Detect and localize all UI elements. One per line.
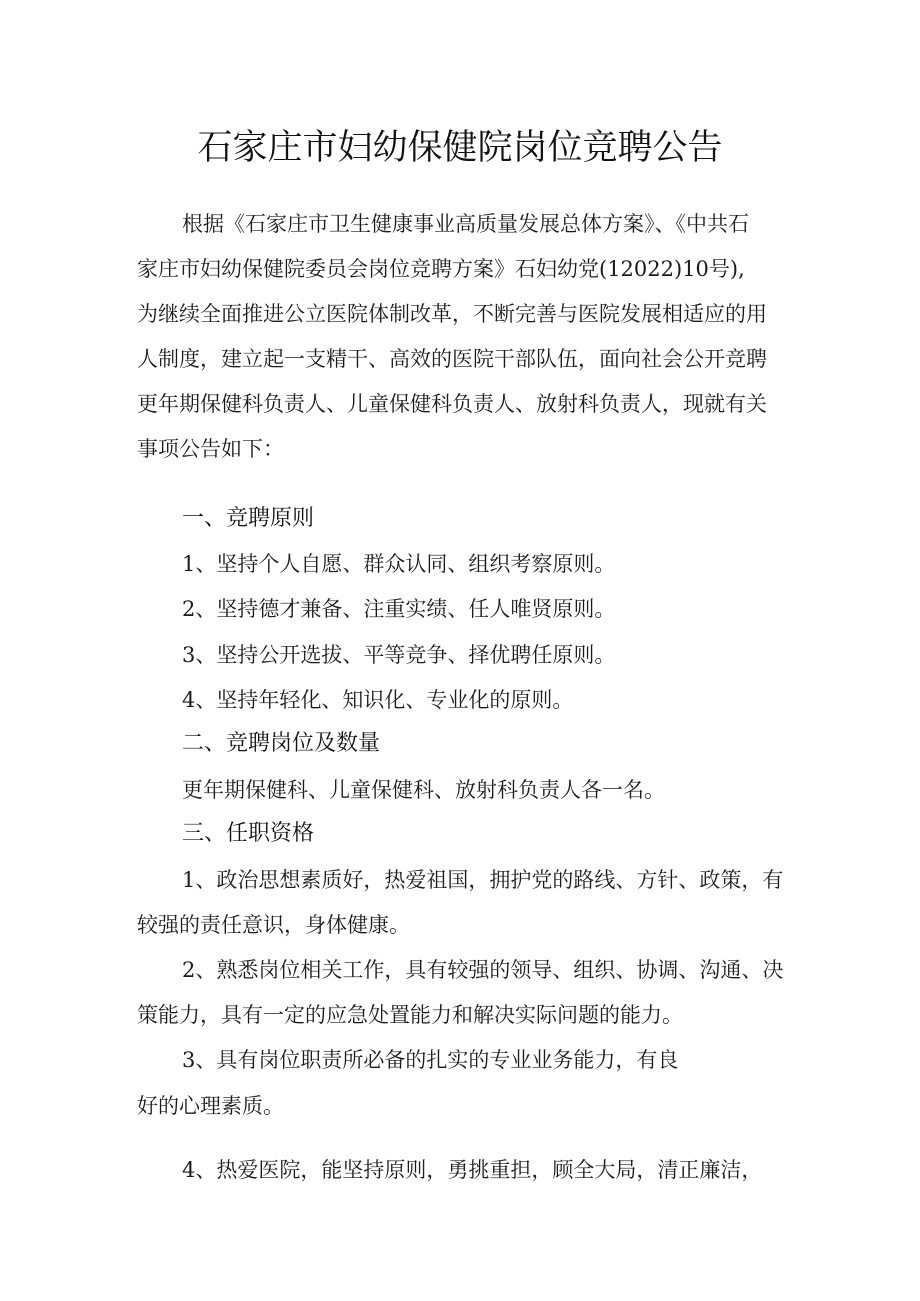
page-title: 石家庄市妇幼保健院岗位竞聘公告: [197, 128, 723, 168]
principle-item: 4、坚持年轻化、知识化、专业化的原则。: [182, 688, 574, 712]
principle-item: 3、坚持公开选拔、平等竞争、择优聘任原则。: [182, 643, 616, 667]
qualification-item: 1、政治思想素质好，热爱祖国，拥护党的路线、方针、政策，有: [182, 868, 784, 892]
section-heading-positions: 二、竞聘岗位及数量: [182, 731, 381, 756]
qualification-item: 2、熟悉岗位相关工作，具有较强的领导、组织、协调、沟通、决: [182, 958, 784, 982]
qualification-item: 3、具有岗位职责所必备的扎实的专业业务能力，有良: [182, 1048, 679, 1072]
intro-line: 家庄市妇幼保健院委员会岗位竞聘方案》石妇幼党(12022)10号),: [137, 257, 745, 281]
intro-line: 根据《石家庄市卫生健康事业高质量发展总体方案》、《中共石: [182, 212, 749, 236]
intro-line: 为继续全面推进公立医院体制改革，不断完善与医院发展相适应的用: [137, 302, 767, 326]
qualification-item: 4、热爱医院，能坚持原则，勇挑重担，顾全大局，清正廉洁，: [182, 1158, 763, 1182]
section-heading-qualifications: 三、任职资格: [182, 821, 315, 846]
intro-line: 人制度，建立起一支精干、高效的医院干部队伍，面向社会公开竞聘: [137, 347, 767, 371]
qualification-item-cont: 策能力，具有一定的应急处置能力和解决实际问题的能力。: [137, 1003, 683, 1027]
principle-item: 2、坚持德才兼备、注重实绩、任人唯贤原则。: [182, 597, 616, 621]
positions-text: 更年期保健科、儿童保健科、放射科负责人各一名。: [182, 778, 665, 802]
qualification-item-cont: 较强的责任意识，身体健康。: [137, 913, 410, 937]
principle-item: 1、坚持个人自愿、群众认同、组织考察原则。: [182, 552, 616, 576]
intro-line: 更年期保健科负责人、儿童保健科负责人、放射科负责人，现就有关: [137, 392, 767, 416]
intro-line: 事项公告如下：: [137, 437, 284, 461]
qualification-item-cont: 好的心理素质。: [137, 1094, 284, 1118]
section-heading-principles: 一、竞聘原则: [182, 506, 315, 531]
